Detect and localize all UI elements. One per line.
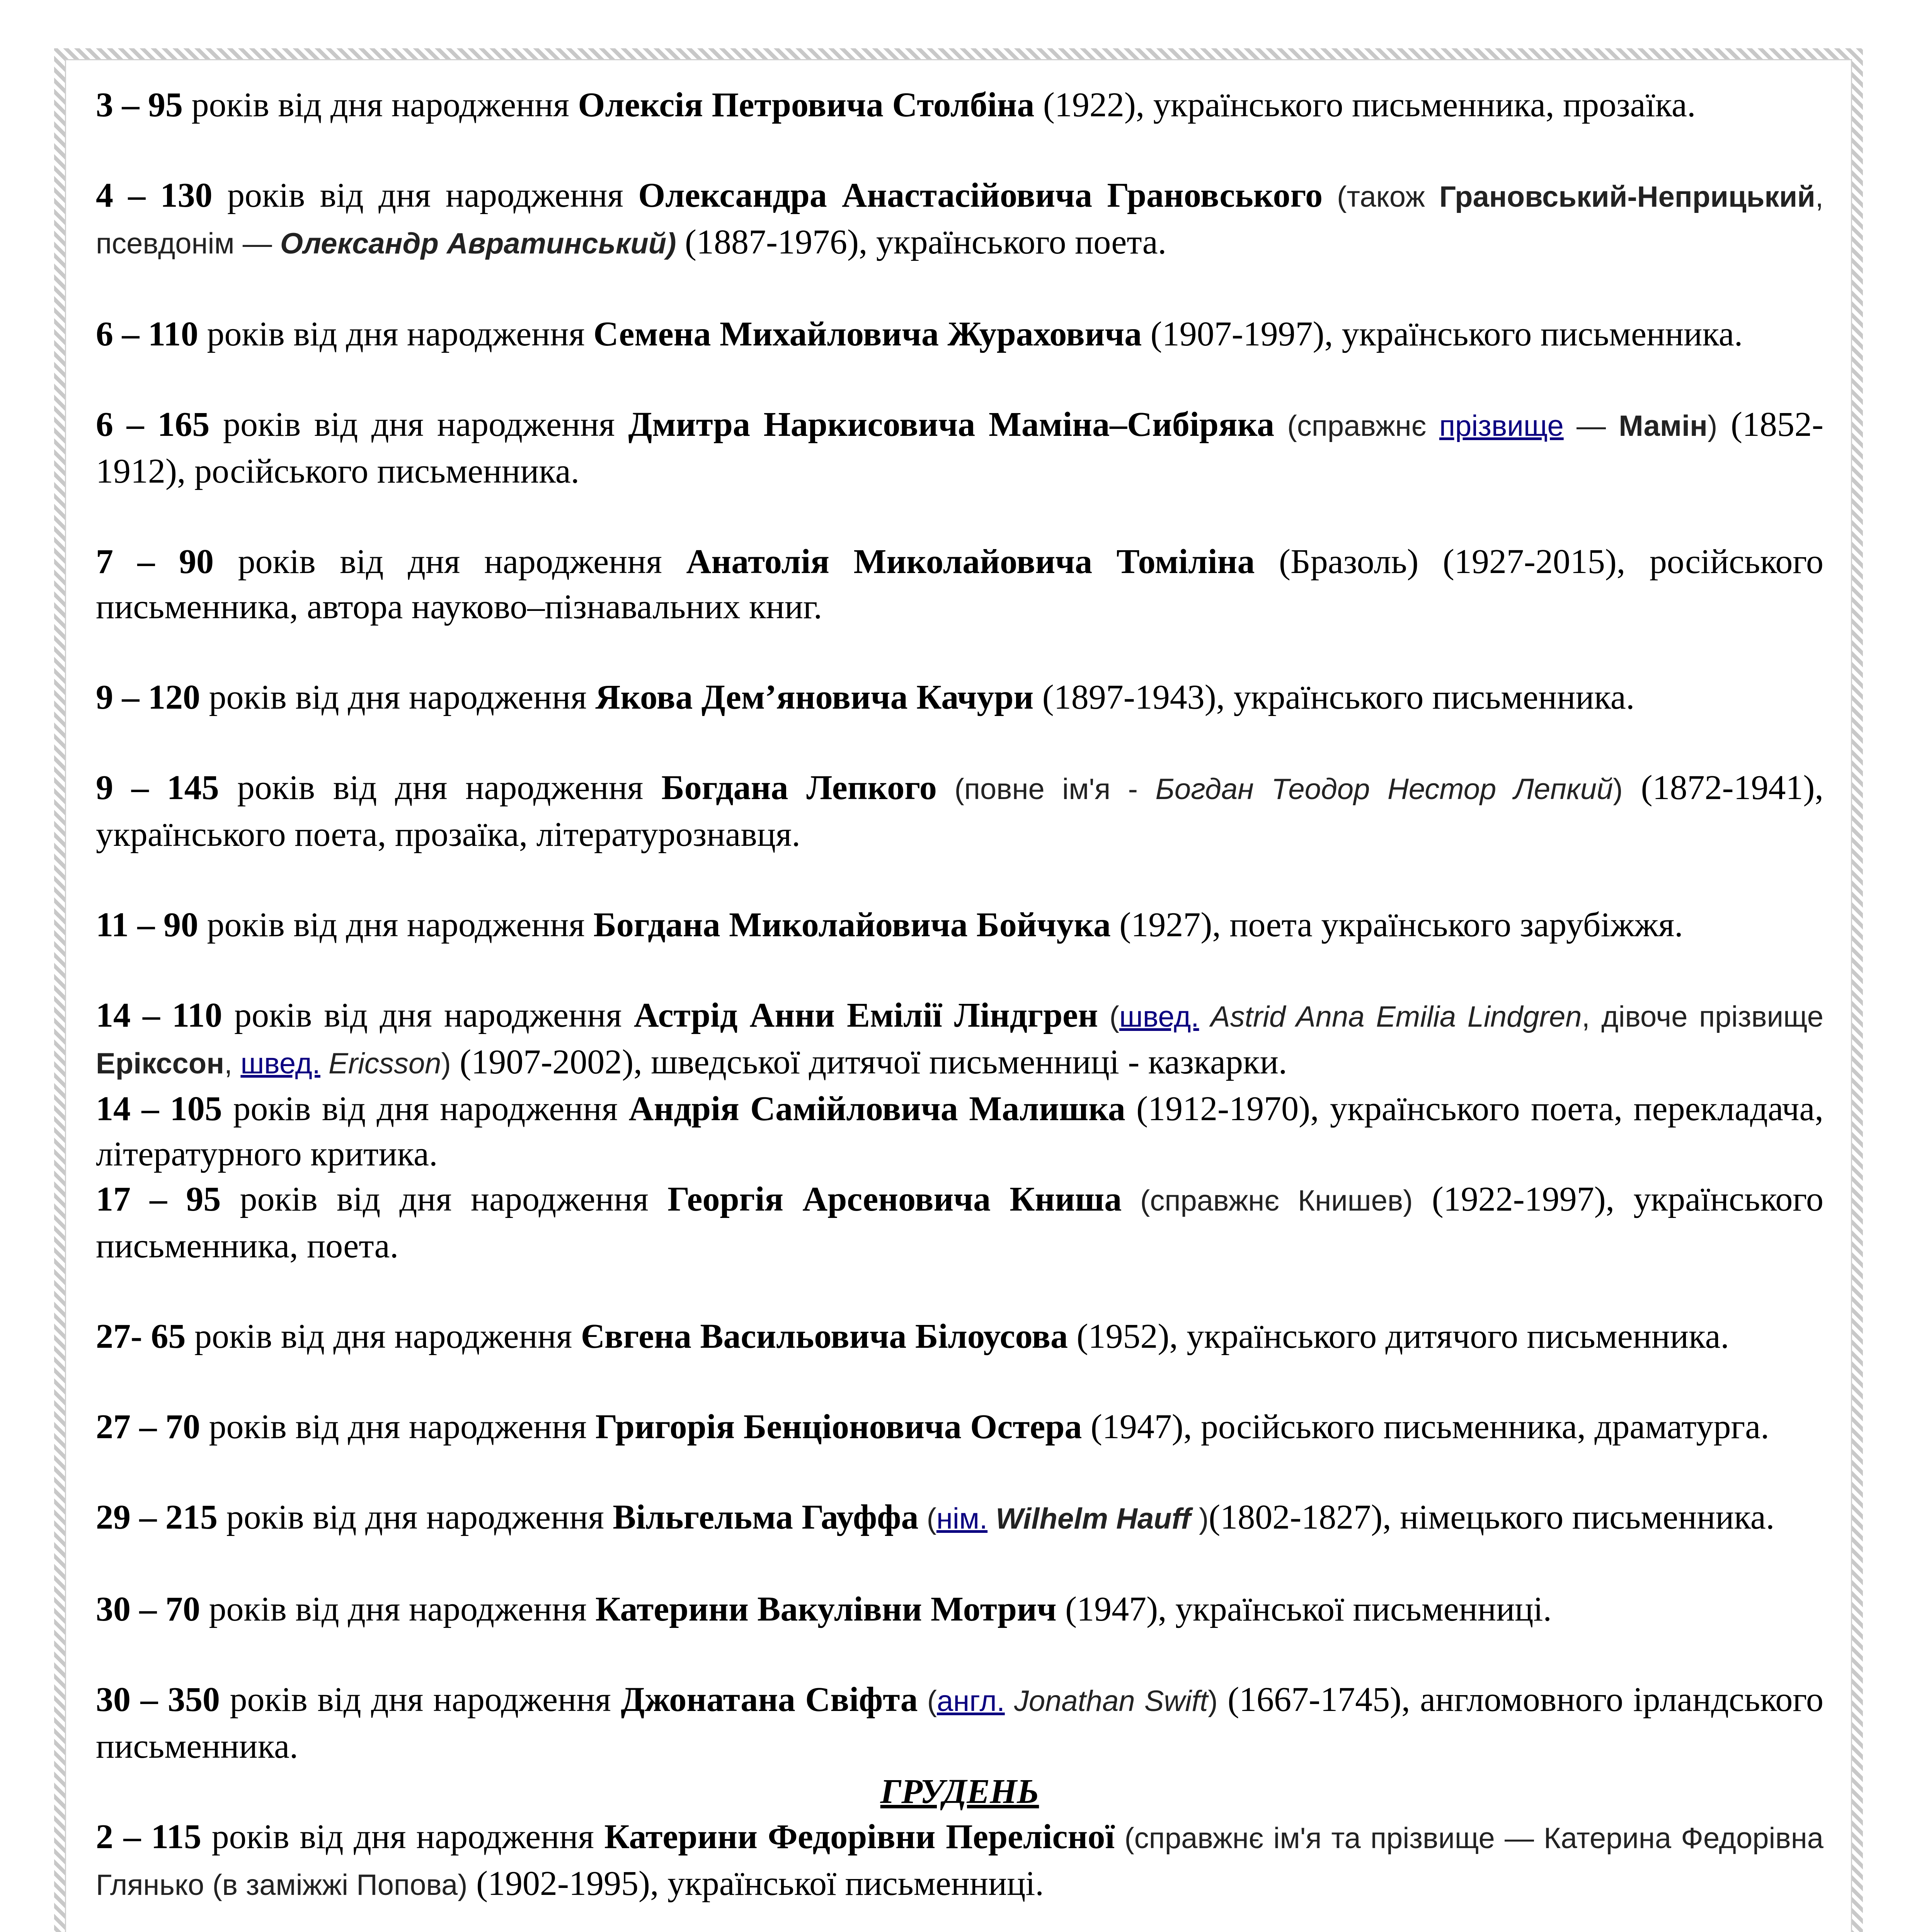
month-heading: ГРУДЕНЬ	[880, 1772, 1039, 1811]
anniversary-entry: 6 – 110 років від дня народження Семена Михайловича Жураховича (1907-1997), українського письменника.	[96, 315, 1743, 353]
language-link[interactable]: швед.	[240, 1047, 320, 1080]
anniversary-entry: 30 – 70 років від дня народження Катерини Вакулівни Мотрич (1947), української письменниці.	[96, 1590, 1552, 1628]
anniversary-entry: 14 – 110 років від дня народження Астрід Анни Емілії Ліндгрен (швед. Astrid Anna Emilia Lindgren, дівоче прізвище Ерікссон, швед. Ericsson) (1907-2002), шведської дитячої письменниці - казкарки.	[96, 996, 1823, 1081]
language-link[interactable]: швед.	[1119, 1000, 1199, 1033]
anniversary-entry: 17 – 95 років від дня народження Георгія Арсеновича Книша (справжнє Книшев) (1922-1997), українського письменника, поета.	[96, 1180, 1824, 1265]
anniversary-entry: 4 – 130 років від дня народження Олександра Анастасійовича Грановського (також Грановський-Неприцький, псевдонім — Олександр Авратинський) (1887-1976), українського поета.	[96, 176, 1824, 261]
anniversary-entry: 27- 65 років від дня народження Євгена Васильовича Білоусова (1952), українського дитячого письменника.	[96, 1317, 1730, 1355]
anniversary-entry: 9 – 120 років від дня народження Якова Дем’яновича Качури (1897-1943), українського письменника.	[96, 678, 1635, 716]
anniversary-entry: 29 – 215 років від дня народження Вільгельма Гауффа (нім. Wilhelm Hauff )(1802-1827), німецького письменника.	[96, 1498, 1775, 1536]
language-link[interactable]: нім.	[936, 1502, 988, 1535]
anniversary-entry: 6 – 165 років від дня народження Дмитра Наркисовича Маміна–Сибіряка (справжнє прізвище — Мамін) (1852-1912), російського письменника.	[96, 405, 1824, 490]
anniversary-entry: 7 – 90 років від дня народження Анатолія Миколайовича Томіліна (Бразоль) (1927-2015), російського письменника, автора науково–пізнавальних книг.	[96, 543, 1824, 626]
anniversary-entry: 11 – 90 років від дня народження Богдана Миколайовича Бойчука (1927), поета українського зарубіжжя.	[96, 906, 1683, 944]
anniversary-entry: 30 – 350 років від дня народження Джонатана Свіфта (англ. Jonathan Swift) (1667-1745), англомовного ірландського письменника.	[96, 1680, 1823, 1765]
document-body	[96, 82, 1823, 1932]
anniversary-entry: 3 – 95 років від дня народження Олексія Петровича Столбіна (1922), українського письменника, прозаїка.	[96, 86, 1696, 124]
anniversary-entry: 2 – 115 років від дня народження Катерини Федорівни Перелісної (справжнє ім'я та прізвище — Катерина Федорівна Глянько (в заміжжі Попова) (1902-1995), української письменниці.	[96, 1818, 1824, 1903]
anniversary-entry: 9 – 145 років від дня народження Богдана Лепкого (повне ім'я - Богдан Теодор Нестор Лепкий) (1872-1941), українського поета, прозаїка, літературознавця.	[96, 769, 1824, 854]
anniversary-entry: 27 – 70 років від дня народження Григорія Бенціоновича Остера (1947), російського письменника, драматурга.	[96, 1408, 1769, 1446]
anniversary-entry: 14 – 105 років від дня народження Андрія Самійловича Малишка (1912-1970), українського поета, перекладача, літературного критика.	[96, 1090, 1823, 1173]
language-link[interactable]: англ.	[937, 1685, 1005, 1718]
surname-link[interactable]: прізвище	[1439, 410, 1564, 442]
